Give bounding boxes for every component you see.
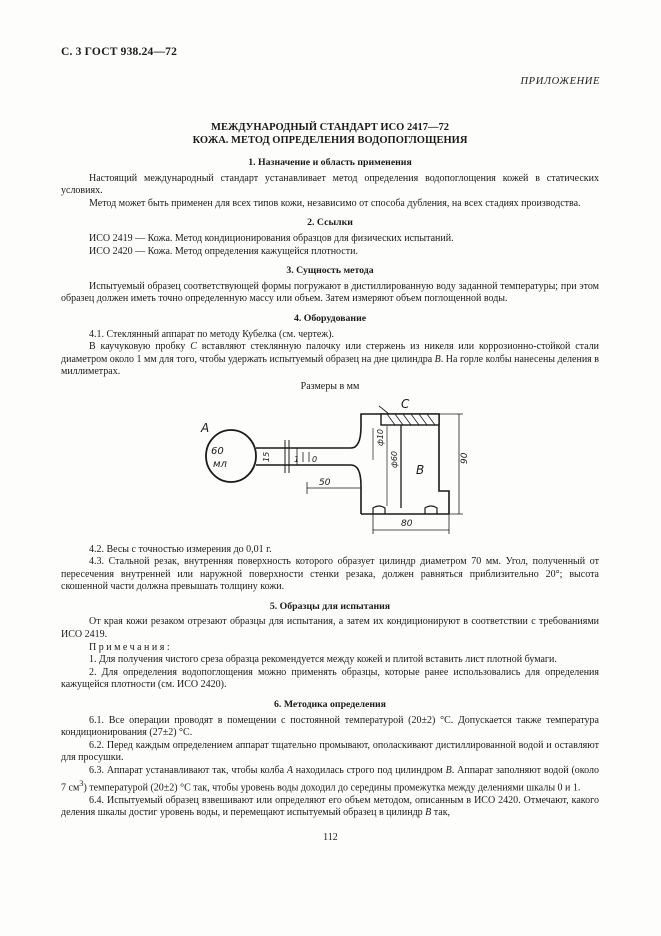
cylinder-outline-right (351, 414, 449, 514)
label-b: B (416, 462, 425, 477)
text-run: В каучуковую пробку (89, 341, 191, 353)
text-run: . На горле колбы нанесены деления в миллиметрах. (61, 353, 600, 378)
section-6-paragraph-4 (61, 795, 599, 820)
text-run: . Аппарат заполняют водой (около 7 см (61, 765, 599, 793)
section-4-paragraph-2 (61, 341, 599, 379)
dim-d60: ф60 (390, 450, 399, 468)
notes-label: Примечания: (89, 641, 173, 653)
title-line-2: КОЖА. МЕТОД ОПРЕДЕЛЕНИЯ ВОДОПОГЛОЩЕНИЯ (192, 134, 468, 146)
dim-80: 80 (401, 518, 413, 529)
neck-break-marks (285, 440, 289, 473)
document-title (61, 122, 599, 147)
note-2: 2. Для определения водопоглощения можно применять образцы, которые ранее использовались для определения кажущейся плотности (см. ИСО 2420). (61, 666, 599, 691)
label-a-ref: A (286, 765, 293, 776)
section-1-paragraph-1: Настоящий международный стандарт устанавливает метод определения водопоглощения кожей в статических условиях. (61, 172, 599, 197)
section-5-heading: 5. Образцы для испытания (269, 600, 391, 612)
dim-50: 50 (319, 477, 331, 488)
section-4-paragraph-4: 4.3. Стальной резак, внутренняя поверхность которого образует цилиндр диаметром 70 мм. Угол, полученный от пересечения внутренней или наружной поверхности стенки резака, должен равняться приблизительно 20°; высота скошенной части должна превышать толщину кожи. (61, 556, 599, 593)
section-4-paragraph-1: 4.1. Стеклянный аппарат по методу Кубелка (см. чертеж). (89, 328, 335, 340)
text-run: 6.3. Аппарат устанавливают так, чтобы колба (89, 765, 287, 776)
section-3-paragraph-1: Испытуемый образец соответствующей формы погружают в дистиллированную воду заданной температуры; при этом образец должен иметь точно определенную массу или объем. Затем измеряют объем поглощенной воды. (61, 280, 599, 305)
text-run: так, (431, 807, 451, 819)
page-number: 112 (323, 832, 338, 843)
section-1-paragraph-2: Метод может быть применен для всех типов кожи, независимо от способа дубления, на всех стадиях производства. (89, 197, 581, 209)
section-4-heading: 4. Оборудование (293, 312, 367, 324)
section-6-paragraph-2: 6.2. Перед каждым определением аппарат тщательно промывают, ополаскивают дистиллированной водой и оставляют для просушки. (61, 739, 599, 764)
section-2-heading: 2. Ссылки (307, 217, 353, 229)
superscript: 3 (79, 778, 84, 788)
section-4-paragraph-3: 4.2. Весы с точностью измерения до 0,01 г. (89, 543, 272, 555)
dimensions-caption: Размеры в мм (300, 380, 360, 392)
flask-unit: мл (213, 458, 227, 470)
text-run: ) температурой (20±2) °С так, чтобы уровень воды доходил до середины промежутка между делениями шкалы 0 и 1. (83, 781, 581, 793)
apparatus-svg (61, 396, 599, 544)
dim-d10: ф10 (376, 428, 385, 446)
text-run: вставляют стеклянную палочку или стержень из никеля или коррозионно-стойкой стали диаметром около 1 мм для того, чтобы удержать испытуемый образец на дне цилиндра (61, 341, 599, 365)
page-content (61, 122, 599, 820)
flask-volume: 60 (211, 445, 224, 457)
stopper-leader (379, 406, 389, 414)
text-run: 6.4. Испытуемый образец взвешивают или определяют его объем методом, описанным в ИСО 2420. Отмечают, какого деления шкалы достиг уровень воды, и перемещают испытуемый образец в цилиндр (61, 794, 599, 819)
label-c: C (401, 396, 410, 411)
text-run: находилась строго под цилиндром (292, 765, 446, 776)
section-5-paragraph-1: От края кожи резаком отрезают образцы для испытания, а затем их кондиционируют в соответствии с требованиями ИСО 2419. (61, 616, 599, 641)
title-line-1: МЕЖДУНАРОДНЫЙ СТАНДАРТ ИСО 2417—72 (211, 122, 449, 133)
note-1: 1. Для получения чистого среза образца рекомендуется между кожей и плитой вставить лист плотной бумаги. (89, 654, 557, 666)
section-2-paragraph-1: ИСО 2419 — Кожа. Метод кондиционирования образцов для физических испытаний. (89, 232, 454, 244)
section-6-heading: 6. Методика определения (274, 699, 386, 711)
cylinder-feet (373, 506, 437, 514)
label-b-ref: B (434, 353, 441, 365)
label-c-ref: C (190, 341, 197, 353)
section-6-paragraph-1: 6.1. Все операции проводят в помещении с постоянной температурой (20±2) °С. Допускается также температура кондиционирования (27±2) °С. (61, 714, 599, 739)
dim-1: 1 (294, 454, 300, 464)
label-a: A (201, 420, 210, 435)
section-2-paragraph-2: ИСО 2420 — Кожа. Метод определения кажущейся плотности. (89, 245, 358, 257)
dim-90: 90 (460, 452, 470, 464)
dim-50-line (307, 482, 361, 494)
section-3-heading: 3. Сущность метода (286, 265, 374, 277)
section-6-paragraph-3 (61, 765, 599, 795)
label-b-ref: B (445, 765, 452, 776)
flask-neck (256, 448, 289, 465)
cylinder-outline-left (351, 465, 361, 514)
section-1-heading: 1. Назначение и область применения (248, 157, 412, 168)
dim-15: 15 (262, 451, 271, 462)
appendix-label: ПРИЛОЖЕНИЕ (520, 76, 600, 87)
dim-0: 0 (312, 454, 318, 464)
label-b-ref: B (425, 807, 432, 819)
document-reference: С. 3 ГОСТ 938.24—72 (61, 46, 178, 58)
kubelka-apparatus-drawing (61, 396, 599, 544)
